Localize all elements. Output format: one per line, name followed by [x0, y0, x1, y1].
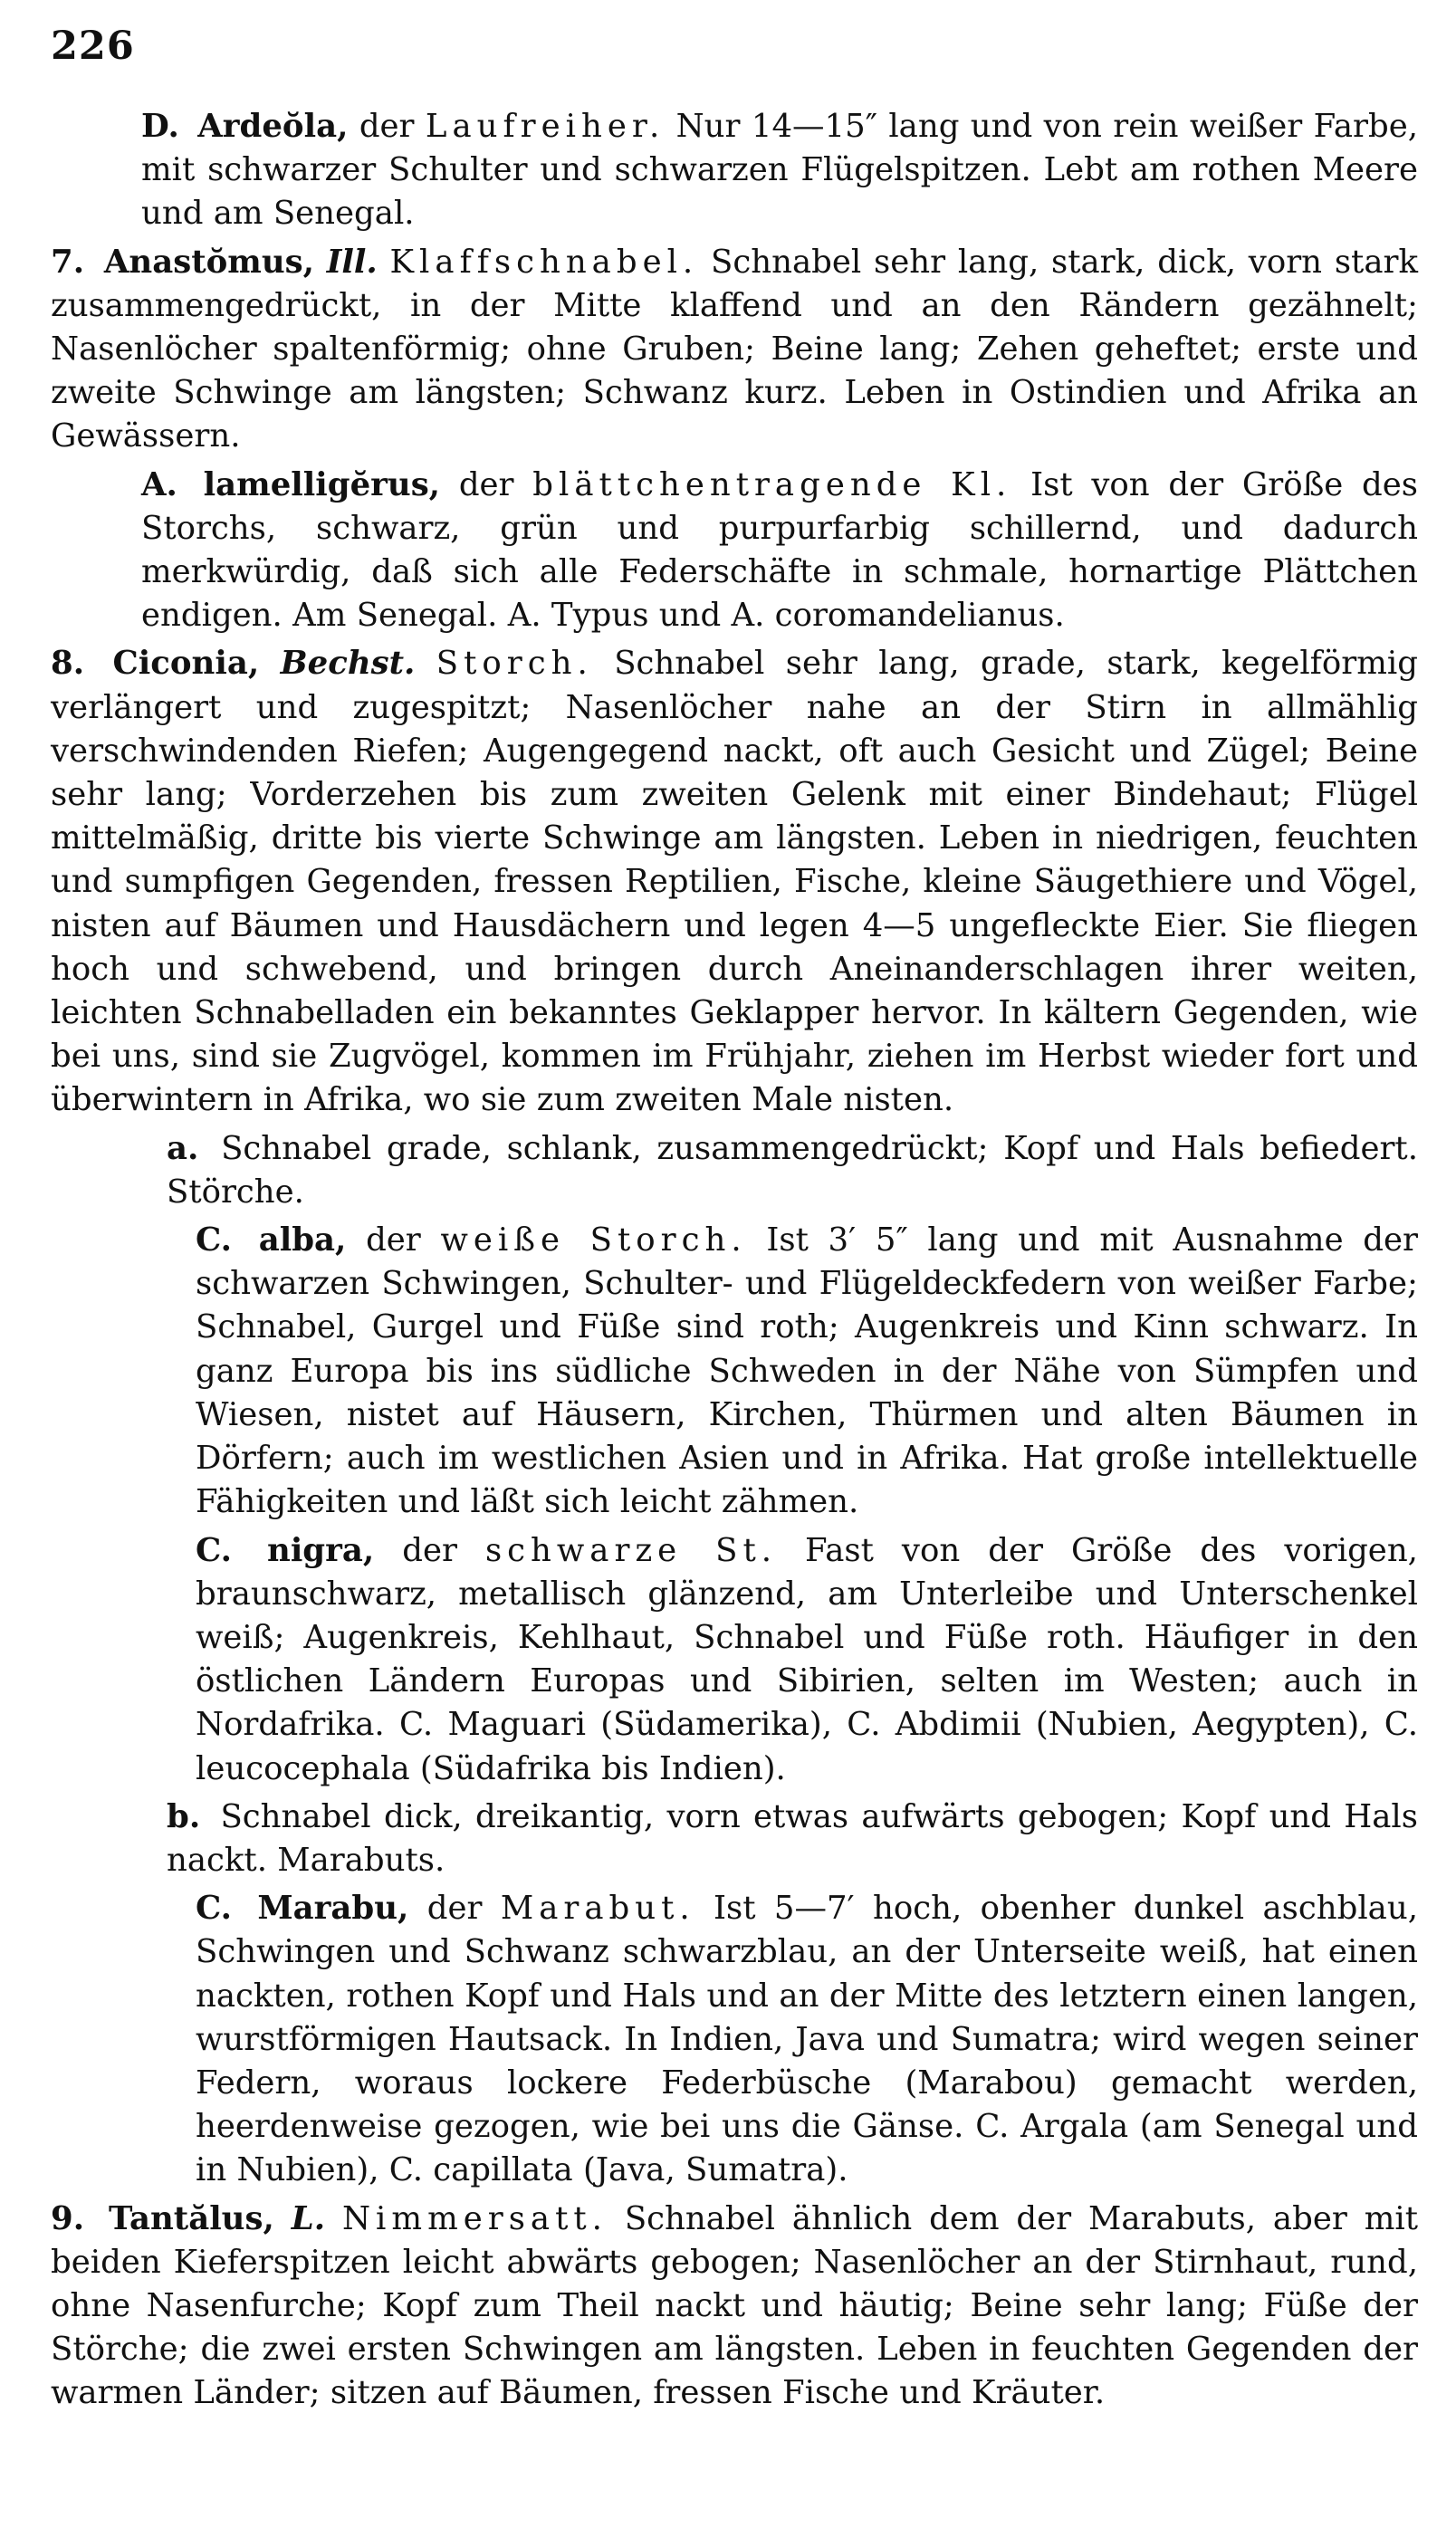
- entry-label: 9.: [51, 2199, 85, 2237]
- entry-description: Schnabel dick, dreikantig, vorn etwas aufwärts gebogen; Kopf und Hals nackt. Marabuts.: [167, 1797, 1418, 1879]
- entry-b-section: [51, 1795, 1418, 1882]
- entry-a-lamelligerus: [51, 464, 1418, 638]
- entry-description: Ist von der Größe des Storchs, schwarz, grün und purpurfarbig schillernd, und dadurch merkwürdig, daß sich alle Federschäfte in schmale, hornartige Plättchen endigen. Am Senegal. A. Typus und A. coromandelianus.: [141, 465, 1418, 635]
- common-name: Klaffschnabel.: [389, 243, 699, 281]
- entry-label: C.: [196, 1221, 232, 1259]
- taxon-author: Ill.: [326, 243, 378, 281]
- entry-label: D.: [141, 108, 179, 145]
- common-name: weiße Storch.: [440, 1221, 747, 1259]
- entry-description: Schnabel sehr lang, stark, dick, vorn stark zusammengedrückt, in der Mitte klaffend und an den Rändern gezähnelt; Nasenlöcher spaltenförmig; ohne Gruben; Beine lang; Zehen geheftet; erste und zweite Schwinge am längsten; Schwanz kurz. Leben in Ostindien und Afrika an Gewässern.: [51, 243, 1418, 455]
- scientific-name: Tantălus,: [108, 2199, 274, 2237]
- article: der: [359, 108, 415, 145]
- taxon-author: Bechst.: [280, 645, 416, 683]
- entry-label: A.: [141, 465, 177, 503]
- entry-c-marabu: [51, 1887, 1418, 2192]
- entry-description: Ist 3′ 5″ lang und mit Ausnahme der schwarzen Schwingen, Schulter- und Flügeldeckfedern von weißer Farbe; Schnabel, Gurgel und Füße sind roth; Augenkreis und Kinn schwarz. In ganz Europa bis ins südliche Schweden in der Nähe von Sümpfen und Wiesen, nistet auf Häusern, Kirchen, Thürmen und alten Bäumen in Dörfern; auch im westlichen Asien und in Afrika. Hat große intellektuelle Fähigkeiten und läßt sich leicht zähmen.: [196, 1221, 1418, 1521]
- entry-c-nigra: [51, 1529, 1418, 1791]
- entry-description: Schnabel sehr lang, grade, stark, kegelförmig verlängert und zugespitzt; Nasenlöcher nahe an der Stirn in allmählig verschwindenden Riefen; Augengegend nackt, oft auch Gesicht und Zügel; Beine sehr lang; Vorderzehen bis zum zweiten Gelenk mit einer Bindehaut; Flügel mittelmäßig, dritte bis vierte Schwinge am längsten. Leben in niedrigen, feuchten und sumpfigen Gegenden, fressen Reptilien, Fische, kleine Säugethiere und Vögel, nisten auf Bäumen und Hausdächern und legen 4—5 ungefleckte Eier. Sie fliegen hoch und schwebend, und bringen durch Aneinanderschlagen ihrer weiten, leichten Schnabelladen ein bekanntes Geklapper hervor. In kältern Gegenden, wie bei uns, sind sie Zugvögel, kommen im Frühjahr, ziehen im Herbst wieder fort und überwintern in Afrika, wo sie zum zweiten Male nisten.: [51, 645, 1418, 1119]
- article: der: [458, 465, 514, 503]
- taxon-author: L.: [291, 2199, 326, 2237]
- page-number: 226: [51, 24, 135, 69]
- entry-label: C.: [196, 1531, 232, 1569]
- entry-7-anastomus: [51, 241, 1418, 459]
- article: der: [366, 1221, 421, 1259]
- entry-9-tantalus: [51, 2198, 1418, 2416]
- page-content: [51, 105, 1418, 2420]
- entry-description: Schnabel grade, schlank, zusammengedrückt; Kopf und Hals befiedert. Störche.: [167, 1129, 1418, 1211]
- entry-d-ardeola: [51, 105, 1418, 236]
- scientific-name: alba,: [258, 1221, 347, 1259]
- entry-label: 7.: [51, 243, 85, 281]
- entry-description: Nur 14—15″ lang und von rein weißer Farbe, mit schwarzer Schulter und schwarzen Flügelspitzen. Lebt am rothen Meere und am Senegal.: [141, 108, 1419, 233]
- scientific-name: Ciconia,: [112, 645, 260, 683]
- scientific-name: lamelligĕrus,: [203, 465, 441, 503]
- entry-label: C.: [196, 1890, 232, 1928]
- common-name: Marabut.: [500, 1890, 695, 1928]
- entry-8-ciconia: [51, 642, 1418, 1122]
- scientific-name: nigra,: [267, 1531, 375, 1569]
- article: der: [402, 1531, 457, 1569]
- entry-a-section: [51, 1127, 1418, 1214]
- common-name: Nimmersatt.: [341, 2199, 608, 2237]
- entry-label: b.: [167, 1797, 201, 1835]
- scientific-name: Ardeŏla,: [197, 108, 349, 145]
- entry-description: Ist 5—7′ hoch, obenher dunkel aschblau, Schwingen und Schwanz schwarzblau, an der Unterseite weiß, hat einen nackten, rothen Kopf und Hals und an der Mitte des letztern einen langen, wurstförmigen Hautsack. In Indien, Java und Sumatra; wird wegen seiner Federn, woraus lockere Federbüsche (Marabou) gemacht werden, heerdenweise gezogen, wie bei uns die Gänse. C. Argala (am Senegal und in Nubien), C. capillata (Java, Sumatra).: [196, 1890, 1418, 2189]
- common-name: schwarze St.: [484, 1531, 778, 1569]
- common-name: Storch.: [436, 645, 593, 683]
- entry-description: Schnabel ähnlich dem der Marabuts, aber mit beiden Kieferspitzen leicht abwärts gebogen; Nasenlöcher an der Stirnhaut, rund, ohne Nasenfurche; Kopf zum Theil nackt und häutig; Beine sehr lang; Füße der Störche; die zwei ersten Schwingen am längsten. Leben in feuchten Gegenden der warmen Länder; sitzen auf Bäumen, fressen Fische und Kräuter.: [51, 2199, 1418, 2412]
- entry-label: a.: [167, 1129, 199, 1167]
- scientific-name: Marabu,: [257, 1890, 409, 1928]
- article: der: [426, 1890, 483, 1928]
- common-name: Laufreiher.: [425, 108, 666, 145]
- entry-description: Fast von der Größe des vorigen, braunschwarz, metallisch glänzend, am Unterleibe und Unterschenkel weiß; Augenkreis, Kehlhaut, Schnabel und Füße roth. Häufiger in den östlichen Ländern Europas und Sibirien, selten im Westen; auch in Nordafrika. C. Maguari (Südamerika), C. Abdimii (Nubien, Aegypten), C. leucocephala (Südafrika bis Indien).: [196, 1531, 1418, 1787]
- scientific-name: Anastŏmus,: [103, 243, 314, 281]
- entry-c-alba: [51, 1219, 1418, 1524]
- common-name: blättchentragende Kl.: [532, 465, 1012, 503]
- entry-label: 8.: [51, 645, 85, 683]
